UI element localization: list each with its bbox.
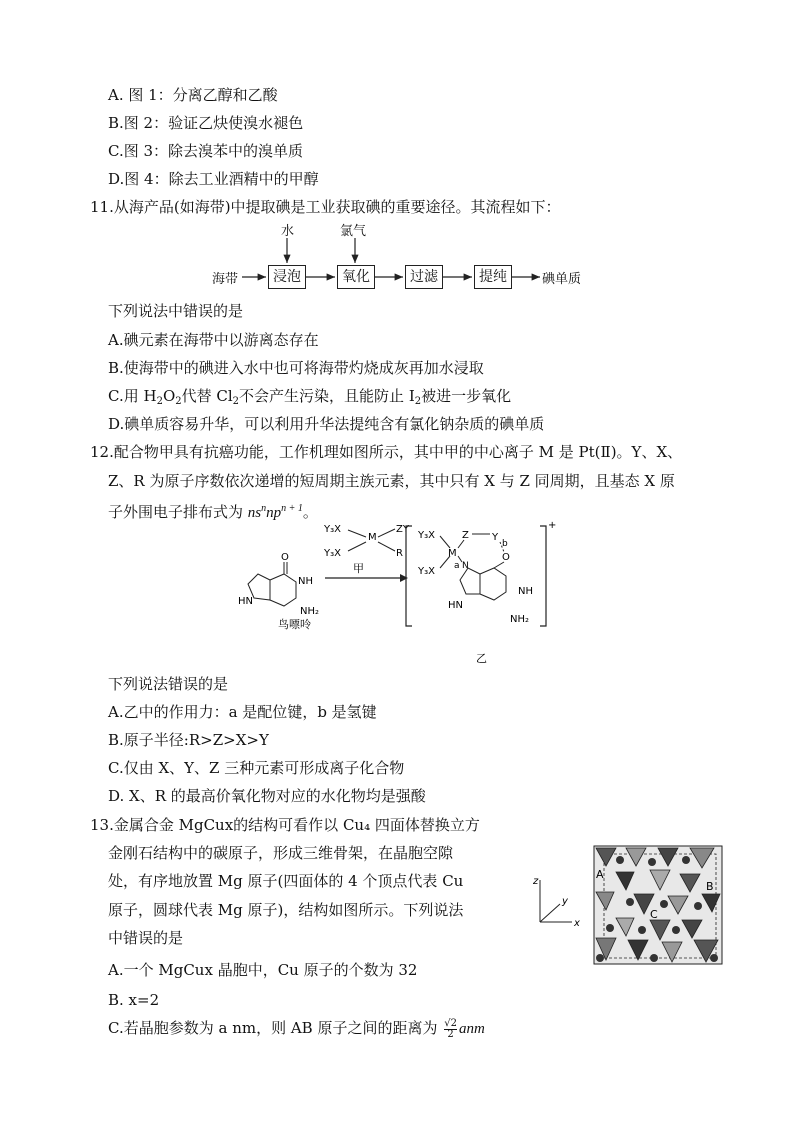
guanine-label: 鸟嘌呤	[278, 618, 311, 631]
q11-question: 下列说法中错误的是	[108, 302, 244, 320]
q13-stem-line4: 原子，圆球代表 Mg 原子)，结构如图所示。下列说法	[108, 901, 464, 919]
q12-option-b: B.原子半径:R>Z>X>Y	[108, 731, 269, 749]
q12-option-c: C.仅由 X、Y、Z 三种元素可形成离子化合物	[108, 759, 405, 777]
flow-input-water: 水	[281, 224, 295, 239]
axis-x: x	[574, 918, 580, 929]
jia-zy: ZY	[396, 524, 409, 535]
flow-arrows	[0, 0, 793, 320]
yi-b: b	[502, 539, 508, 549]
guanine-structure	[248, 562, 296, 606]
axis-z: z	[533, 876, 539, 887]
flow-start: 海带	[212, 272, 239, 287]
yi-y: Y	[492, 532, 499, 543]
jia-r: R	[396, 548, 403, 559]
yi-nh: NH	[518, 586, 533, 597]
q11-option-b: B.使海带中的碘进入水中也可将海带灼烧成灰再加水浸取	[108, 359, 484, 377]
q10-option-b: B.图 2：验证乙炔使溴水褪色	[108, 114, 304, 132]
jia-m: M	[368, 532, 377, 543]
q12-question: 下列说法错误的是	[108, 675, 229, 693]
guanine-nh: NH	[298, 576, 313, 587]
yi-hn: HN	[448, 600, 463, 611]
flow-step-filter: 过滤	[405, 265, 443, 289]
flow-step-purify: 提纯	[474, 265, 512, 289]
jia-y3x-top: Y₃X	[324, 524, 341, 535]
q10-option-d: D.图 4：除去工业酒精中的甲醇	[108, 170, 319, 188]
guanine-o: O	[281, 552, 289, 563]
q13-crystal-figure	[530, 840, 730, 970]
q12-stem-line1: 12.配合物甲具有抗癌功能，工作机理如图所示，其中甲的中心离子 M 是 Pt(Ⅱ)。Y、X、	[90, 443, 683, 461]
q12-stem-line2: Z、R 为原子序数依次递增的短周期主族元素，其中只有 X 与 Z 同周期，且基态 X 原	[108, 472, 675, 490]
atom-label-a: A	[596, 868, 604, 881]
flow-step-oxidize: 氧化	[337, 265, 375, 289]
q11-option-d: D.碘单质容易升华，可以利用升华法提纯含有氯化钠杂质的碘单质	[108, 415, 545, 433]
q11-option-c: C.用 $H_2O_2$代替 $Cl_2$不会产生污染，且能防止 $I_2$被进一步氧化	[108, 387, 512, 407]
yi-m: M	[448, 548, 457, 559]
guanine-hn: HN	[238, 596, 253, 607]
q13-stem-line3: 处，有序地放置 Mg 原子(四面体的 4 个顶点代表 Cu	[108, 872, 464, 890]
jia-y3x-bottom: Y₃X	[324, 548, 341, 559]
q13-stem-line1: 13.金属合金 MgCux的结构可看作以 Cu₄ 四面体替换立方	[90, 816, 480, 834]
atom-label-c: C	[650, 908, 658, 921]
yi-y3x-bottom: Y₃X	[418, 566, 435, 577]
q13-option-c: C.若晶胞参数为 a nm，则 AB 原子之间的距离为 $\frac{√2}{2}$ anm	[108, 1017, 485, 1040]
yi-o: O	[502, 552, 510, 563]
yi-label: 乙	[476, 652, 487, 665]
axis-y: y	[562, 896, 568, 907]
q13-stem-line5: 中错误的是	[108, 929, 184, 947]
yi-n: N	[462, 561, 469, 571]
jia-label: 甲	[353, 562, 364, 575]
flow-step-soak: 浸泡	[268, 265, 306, 289]
q10-option-a: A. 图 1：分离乙醇和乙酸	[108, 86, 278, 104]
q13-option-a: A.一个 MgCux 晶胞中，Cu 原子的个数为 32	[108, 961, 418, 979]
q12-reaction-diagram	[240, 518, 570, 668]
q10-option-c: C.图 3：除去溴苯中的溴单质	[108, 142, 304, 160]
q12-option-d: D. X、R 的最高价氧化物对应的水化物均是强酸	[108, 787, 426, 805]
q12-stem-line3: 子外围电子排布式为 $ns^nnp^{n + 1}$。	[108, 503, 318, 521]
q11-stem: 11.从海产品(如海带)中提取碘是工业获取碘的重要途径。其流程如下：	[90, 198, 561, 216]
q13-stem-line2: 金刚石结构中的碳原子，形成三维骨架，在晶胞空隙	[108, 844, 454, 862]
yi-nh2: NH₂	[510, 614, 530, 625]
flow-end: 碘单质	[542, 272, 582, 287]
yi-charge: +	[548, 520, 557, 531]
yi-a: a	[454, 561, 460, 571]
yi-y3x-top: Y₃X	[418, 530, 435, 541]
yi-structure	[440, 534, 506, 600]
guanine-nh2: NH₂	[300, 606, 320, 617]
flow-input-chlorine: 氯气	[340, 224, 367, 239]
yi-z: Z	[462, 530, 469, 541]
q11-option-a: A.碘元素在海带中以游离态存在	[108, 331, 319, 349]
q13-option-b: B. x=2	[108, 991, 160, 1009]
atom-label-b: B	[706, 880, 714, 893]
q12-option-a: A.乙中的作用力：a 是配位键，b 是氢键	[108, 703, 377, 721]
